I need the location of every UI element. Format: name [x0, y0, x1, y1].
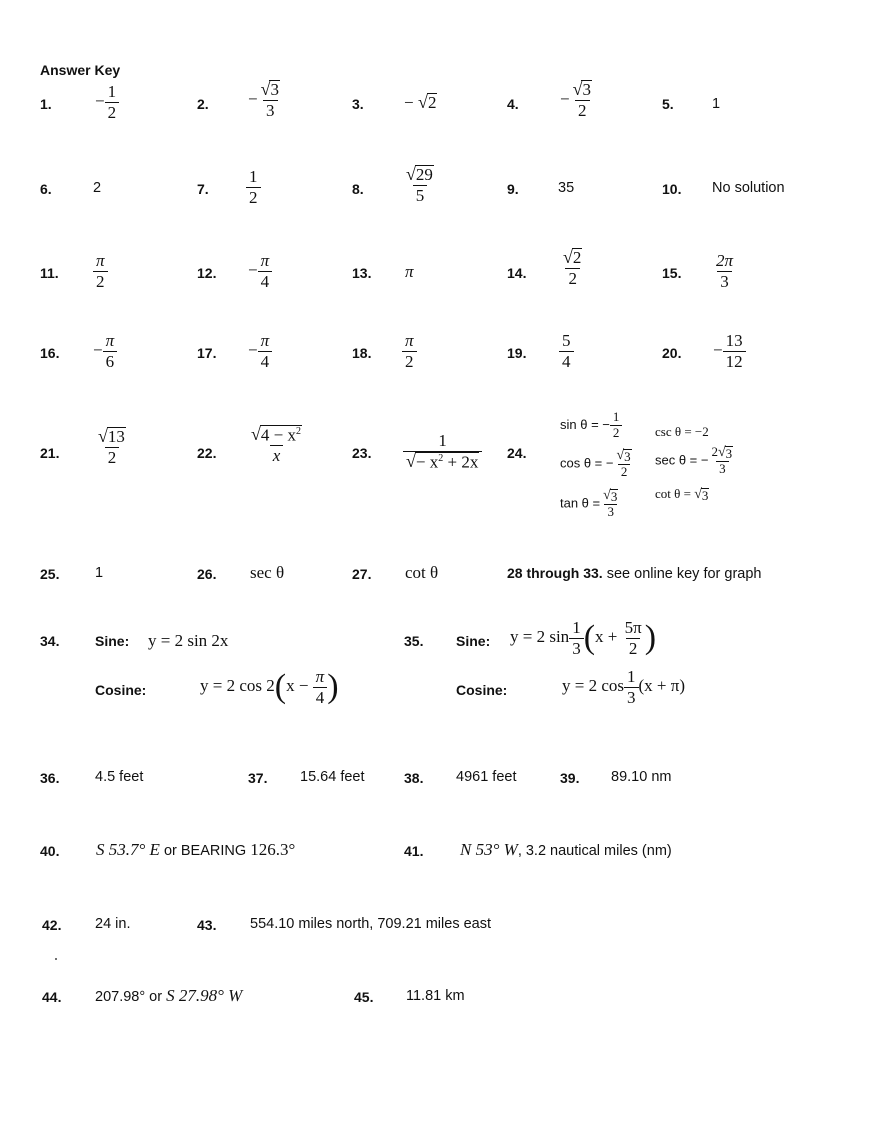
answer-20: − $\frac{13}{12}$: [713, 331, 746, 371]
answer-13: π: [405, 262, 414, 281]
answer-5: 1: [712, 96, 721, 112]
answer-24-sin: sin θ = − $\frac{1}{2}$: [560, 410, 622, 441]
problem-number: 22.: [197, 445, 217, 461]
answer-17: − $\frac{\pi}{4}$: [248, 331, 272, 371]
problem-number: 43.: [197, 917, 217, 933]
problem-number: 25.: [40, 566, 60, 582]
problem-number: 39.: [560, 770, 580, 786]
answer-35-cosine: y = 2 cos $\frac{1}{3}$ (x + π): [562, 667, 685, 707]
stray-dot: [55, 958, 57, 960]
problem-number: 18.: [352, 345, 372, 361]
answer-24-cot: cot θ = √ 3: [655, 486, 709, 503]
answer-24-cos: cos θ = − √ 3 2: [560, 448, 631, 480]
answer-7: $\frac{1}{2}$: [246, 167, 261, 207]
answer-38: 4961 feet: [456, 769, 517, 785]
page-title: Answer Key: [40, 62, 121, 78]
answer-24-csc: csc θ = −2: [655, 424, 709, 439]
answer-23: 1 √ − $x^2 + 2x$: [403, 431, 482, 472]
answer-19: $\frac{5}{4}$: [559, 331, 574, 371]
answer-6: 2: [93, 180, 102, 196]
answer-28-33: 28 through 33. see online key for graph: [507, 565, 762, 582]
answer-15: $\frac{2\pi}{3}$: [716, 251, 734, 291]
answer-44: 207.98° or S 27.98° W: [95, 986, 243, 1005]
problem-number: 45.: [354, 989, 374, 1005]
answer-34-sine: y = 2 sin 2x: [148, 631, 229, 650]
problem-number: 5.: [662, 96, 674, 112]
problem-number: 15.: [662, 265, 682, 281]
answer-3: − √ 2: [404, 92, 437, 112]
problem-number: 19.: [507, 345, 527, 361]
problem-number: 2.: [197, 96, 209, 112]
answer-1: − $\frac{1}{2}$: [95, 82, 119, 122]
answer-39: 89.10 nm: [611, 769, 672, 785]
answer-9: 35: [558, 180, 575, 196]
answer-18: $\frac{\pi}{2}$: [402, 331, 417, 371]
answer-45: 11.81 km: [406, 988, 465, 1004]
answer-25: 1: [95, 565, 104, 581]
answer-26: sec θ: [250, 563, 285, 582]
problem-number: 23.: [352, 445, 372, 461]
answer-24-tan: tan θ = √ 3 3: [560, 488, 618, 520]
answer-10: No solution: [712, 180, 785, 196]
problem-number: 21.: [40, 445, 60, 461]
answer-35-sine: y = 2 sin $\frac{1}{3}$ (x + $\frac{5\pi}{2}$ ): [510, 618, 657, 658]
problem-number: 6.: [40, 181, 52, 197]
answer-41: N 53° W, 3.2 nautical miles (nm): [460, 840, 672, 859]
answer-40: S 53.7° E or BEARING 126.3°: [96, 840, 296, 859]
answer-8: √ 29 5: [406, 164, 433, 205]
problem-number: 17.: [197, 345, 217, 361]
answer-14: √ 2 2: [563, 247, 582, 288]
sine-label: Sine:: [95, 633, 130, 649]
problem-number: 9.: [507, 181, 519, 197]
problem-number: 1.: [40, 96, 52, 112]
problem-number: 38.: [404, 770, 424, 786]
problem-number: 12.: [197, 265, 217, 281]
answer-16: − $\frac{\pi}{6}$: [93, 331, 117, 371]
answer-21: √ 13 2: [98, 426, 125, 467]
answer-12: − $\frac{\pi}{4}$: [248, 251, 272, 291]
answer-27: cot θ: [405, 563, 439, 582]
problem-number: 35.: [404, 633, 424, 649]
answer-22: √ $4 - x^2$ x: [251, 424, 301, 466]
answer-34-cosine: y = 2 cos 2(x − $\frac{\pi}{4}$ ): [200, 667, 339, 707]
problem-number: 34.: [40, 633, 60, 649]
cosine-label: Cosine:: [95, 682, 147, 698]
answer-37: 15.64 feet: [300, 769, 365, 785]
problem-number: 16.: [40, 345, 60, 361]
problem-number: 24.: [507, 445, 527, 461]
problem-number: 4.: [507, 96, 519, 112]
problem-number: 41.: [404, 843, 424, 859]
problem-number: 10.: [662, 181, 682, 197]
answer-24-sec: sec θ = − 2 √ 3 3: [655, 444, 733, 477]
problem-number: 40.: [40, 843, 60, 859]
problem-number: 36.: [40, 770, 60, 786]
problem-number: 42.: [42, 917, 62, 933]
problem-number: 20.: [662, 345, 682, 361]
problem-number: 26.: [197, 566, 217, 582]
problem-number: 11.: [40, 265, 59, 281]
problem-number: 13.: [352, 265, 372, 281]
answer-4: − √ 3 2: [560, 79, 591, 120]
problem-number: 3.: [352, 96, 364, 112]
sine-label: Sine:: [456, 633, 491, 649]
problem-number: 37.: [248, 770, 268, 786]
answer-42: 24 in.: [95, 916, 131, 932]
problem-number: 8.: [352, 181, 364, 197]
problem-number: 44.: [42, 989, 62, 1005]
answer-2: − √ 3 3: [248, 79, 279, 120]
problem-number: 27.: [352, 566, 372, 582]
answer-43: 554.10 miles north, 709.21 miles east: [250, 916, 491, 932]
problem-number: 7.: [197, 181, 209, 197]
answer-36: 4.5 feet: [95, 769, 144, 785]
problem-number: 14.: [507, 265, 527, 281]
cosine-label: Cosine:: [456, 682, 508, 698]
answer-11: $\frac{\pi}{2}$: [93, 251, 108, 291]
